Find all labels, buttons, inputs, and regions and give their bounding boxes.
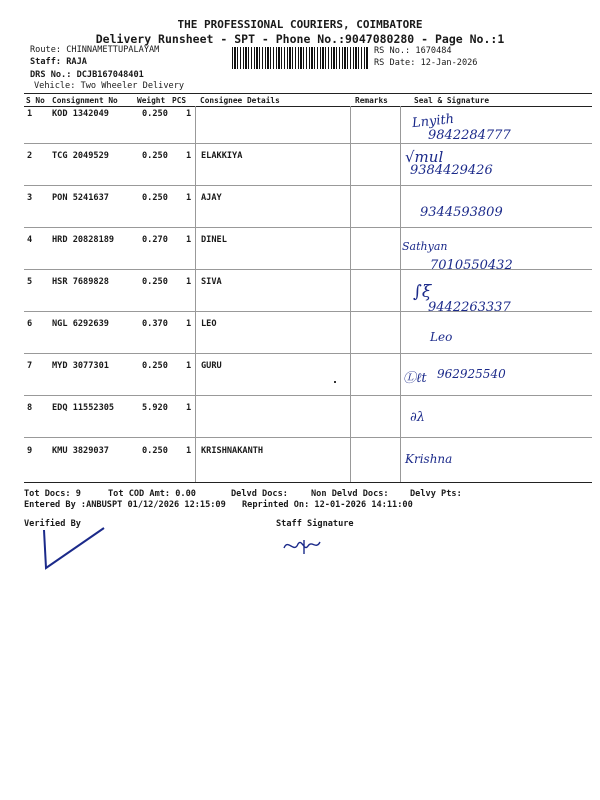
col-header-consignment: Consignment No	[52, 96, 118, 105]
row-consignee: SIVA	[201, 277, 222, 287]
signature-scribble: Leo	[430, 330, 453, 344]
delivery-points: Delvy Pts:	[410, 489, 462, 499]
row-consignee: LEO	[201, 319, 217, 329]
handwritten-phone: 962925540	[437, 367, 506, 381]
company-title: THE PROFESSIONAL COURIERS, COIMBATORE	[177, 18, 423, 31]
handwritten-phone: 9384429426	[410, 163, 493, 178]
row-weight: 5.920	[142, 403, 168, 413]
row-pcs: 1	[186, 277, 192, 287]
col-header-signature: Seal & Signature	[414, 96, 490, 105]
row-pcs: 1	[186, 403, 192, 413]
row-consignment-no: KMU 3829037	[52, 446, 109, 456]
row-weight: 0.250	[142, 151, 168, 161]
staff-signature-label: Staff Signature	[276, 519, 354, 529]
row-consignment-no: KOD 1342049	[52, 109, 109, 119]
handwritten-phone: 9842284777	[428, 128, 511, 143]
row-weight: 0.250	[142, 361, 168, 371]
non-delivered-docs: Non Delvd Docs:	[311, 489, 389, 499]
col-header-consignee: Consignee Details	[200, 96, 280, 105]
row-consignee: DINEL	[201, 235, 227, 245]
signature-scribble: ∂λ	[410, 410, 425, 425]
handwritten-phone: 7010550432	[430, 258, 513, 273]
row-sno: 1	[27, 109, 33, 119]
row-consignment-no: HSR 7689828	[52, 277, 109, 287]
row-consignee: GURU	[201, 361, 222, 371]
col-header-sno: S No	[26, 96, 45, 105]
verified-by-label: Verified By	[24, 519, 81, 529]
col-header-weight: Weight	[137, 96, 166, 105]
row-divider	[24, 437, 592, 438]
row-weight: 0.250	[142, 446, 168, 456]
handwritten-note: Krishna	[405, 452, 453, 466]
signature-scribble: ∫ξ	[413, 282, 432, 302]
row-weight: 0.250	[142, 277, 168, 287]
row-weight: 0.250	[142, 109, 168, 119]
reprinted-on: Reprinted On: 12-01-2026 14:11:00	[242, 500, 413, 510]
row-pcs: 1	[186, 446, 192, 456]
runsheet-subtitle: Delivery Runsheet - SPT - Phone No.:9047080280 - Page No.:1	[95, 32, 505, 46]
row-consignment-no: MYD 3077301	[52, 361, 109, 371]
row-divider	[24, 395, 592, 396]
row-consignment-no: HRD 20828189	[52, 235, 115, 245]
row-consignment-no: NGL 6292639	[52, 319, 109, 329]
drs-number: DRS No.: DCJB167048401	[30, 70, 144, 80]
row-sno: 5	[27, 277, 33, 287]
barcode-image	[232, 47, 368, 69]
table-top-rule	[24, 93, 592, 94]
row-pcs: 1	[186, 319, 192, 329]
row-pcs: 1	[186, 361, 192, 371]
row-consignee: ELAKKIYA	[201, 151, 243, 161]
col-divider-consignee	[195, 106, 196, 482]
row-divider	[24, 143, 592, 144]
signature-scribble: Lnyith	[411, 111, 455, 132]
signature-scribble: √mul	[405, 148, 444, 166]
row-divider	[24, 227, 592, 228]
signature-scribble: Ⓛℓt	[403, 371, 427, 386]
col-header-pcs: PCS	[172, 96, 187, 105]
row-sno: 7	[27, 361, 33, 371]
row-sno: 6	[27, 319, 33, 329]
row-sno: 3	[27, 193, 33, 203]
handwritten-phone: 9442263337	[428, 300, 511, 315]
vehicle-label: Vehicle: Two Wheeler Delivery	[34, 81, 185, 91]
row-consignment-no: EDQ 11552305	[52, 403, 115, 413]
staff-signature-mark	[280, 534, 330, 558]
staff-label: Staff: RAJA	[30, 57, 87, 67]
row-consignee: AJAY	[201, 193, 222, 203]
col-divider-signature	[400, 106, 401, 482]
row-weight: 0.270	[142, 235, 168, 245]
col-header-remarks: Remarks	[355, 96, 388, 105]
row-pcs: 1	[186, 109, 192, 119]
delivered-docs: Delvd Docs:	[231, 489, 288, 499]
row-consignment-no: TCG 2049529	[52, 151, 109, 161]
row-sno: 9	[27, 446, 33, 456]
table-header-rule	[24, 106, 592, 107]
handwritten-phone: 9344593809	[420, 205, 503, 220]
total-cod-amount: Tot COD Amt: 0.00	[108, 489, 196, 499]
handwritten-note: Sathyan	[402, 240, 448, 253]
verified-signature-mark	[38, 524, 108, 572]
row-pcs: 1	[186, 151, 192, 161]
entered-by: Entered By :ANBUSPT 01/12/2026 12:15:09	[24, 500, 226, 510]
row-sno: 2	[27, 151, 33, 161]
rs-date: RS Date: 12-Jan-2026	[374, 58, 478, 68]
row-consignment-no: PON 5241637	[52, 193, 109, 203]
total-docs: Tot Docs: 9	[24, 489, 81, 499]
table-bottom-rule	[24, 482, 592, 483]
row-weight: 0.370	[142, 319, 168, 329]
route-label: Route: CHINNAMETTUPALAYAM	[30, 45, 160, 55]
row-weight: 0.250	[142, 193, 168, 203]
row-pcs: 1	[186, 235, 192, 245]
rs-number: RS No.: 1670484	[374, 46, 452, 56]
row-consignee: KRISHNAKANTH	[201, 446, 264, 456]
row-sno: 4	[27, 235, 33, 245]
row-sno: 8	[27, 403, 33, 413]
row-pcs: 1	[186, 193, 192, 203]
row-divider	[24, 185, 592, 186]
stray-dot	[334, 381, 336, 383]
row-divider	[24, 353, 592, 354]
col-divider-remarks	[350, 106, 351, 482]
